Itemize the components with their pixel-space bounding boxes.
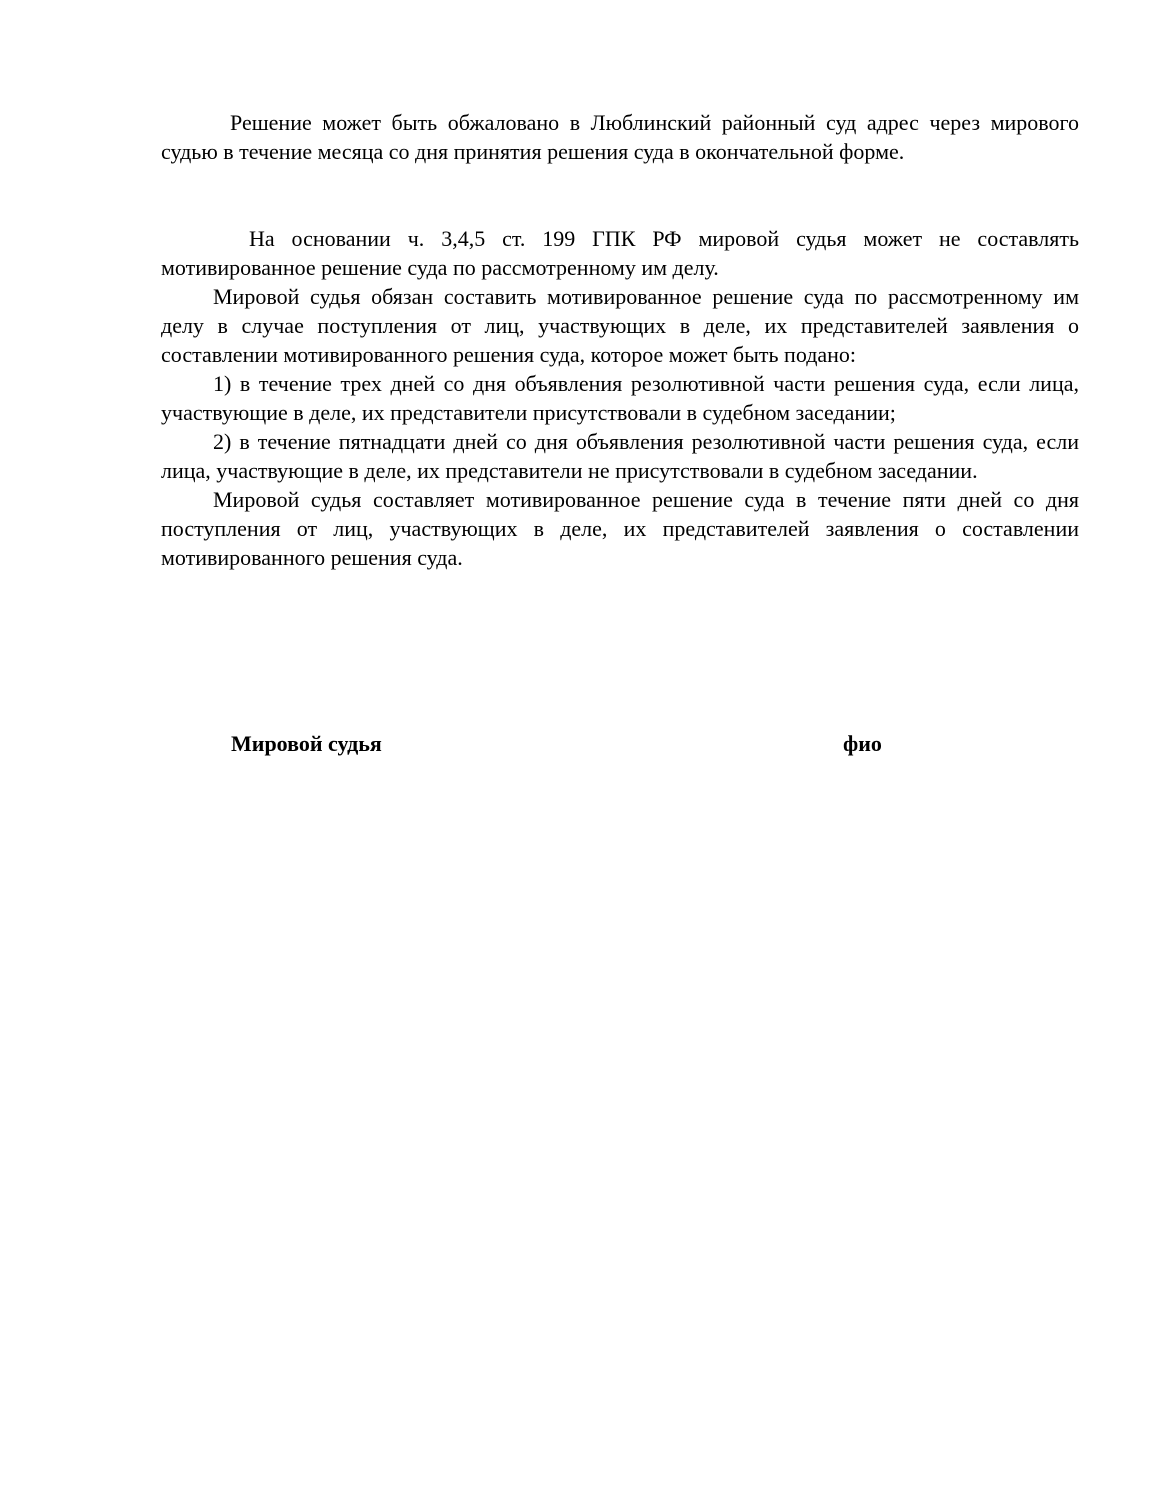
deadline-paragraph: Мировой судья составляет мотивированное решение суда в течение пяти дней со дня поступления от лиц, участвующих в деле, их представителей заявления о составлении мотивированного решения суда. [161,487,1079,570]
obligation-paragraph: Мировой судья обязан составить мотивированное решение суда по рассмотренному им делу в случае поступления от лиц, участвующих в деле, их представителей заявления о составлении мотивированного решения суда, которое может быть подано: [161,284,1079,367]
signature-name: фио [843,731,882,756]
list-item: 1) в течение трех дней со дня объявления резолютивной части решения суда, если лица, участвующие в деле, их представители присутствовали в судебном заседании; [161,371,1079,425]
appeal-paragraph: Решение может быть обжаловано в Люблинский районный суд адрес через мирового судью в течение месяца со дня принятия решения суда в окончательной форме. [161,110,1079,164]
basis-paragraph: На основании ч. 3,4,5 ст. 199 ГПК РФ мировой судья может не составлять мотивированное решение суда по рассмотренному им делу. [161,226,1079,280]
list-item: 2) в течение пятнадцати дней со дня объявления резолютивной части решения суда, если лица, участвующие в деле, их представители не присутствовали в судебном заседании. [161,429,1079,483]
procedure-section [161,224,1079,572]
appeal-section [161,108,1079,166]
signature-title: Мировой судья [231,731,382,756]
